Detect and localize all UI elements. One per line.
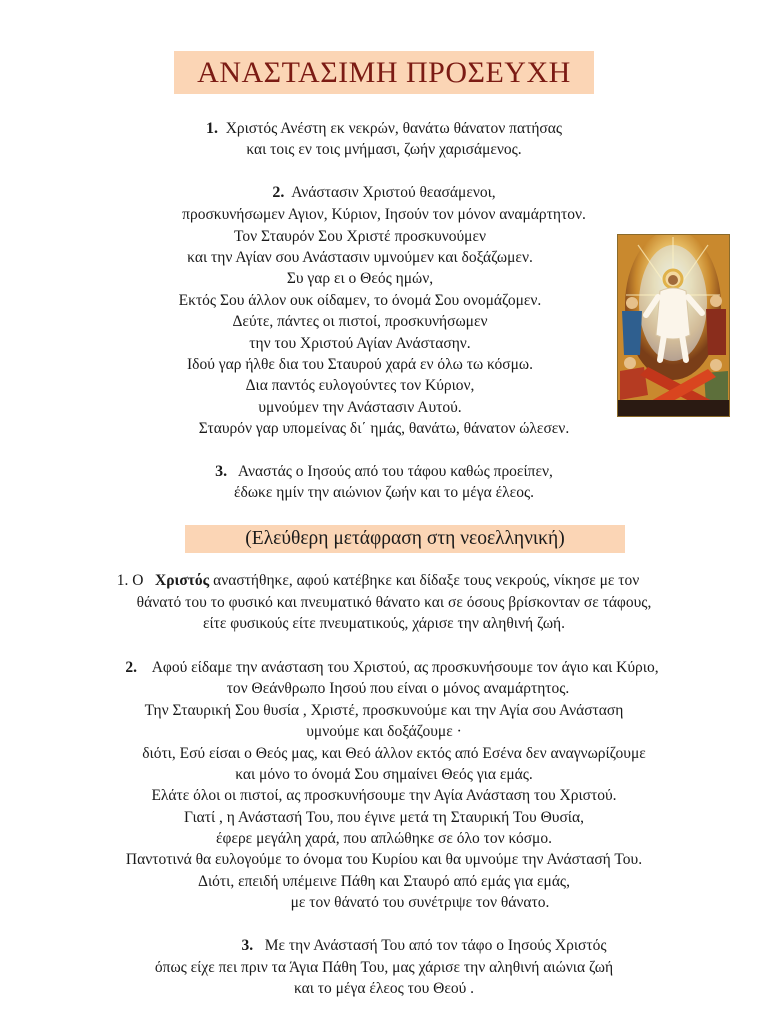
prayer-p2-line-11: υμνούμεν την Ανάστασιν Αυτού. [258, 399, 462, 416]
prayer-p3-line-1 [0, 461, 768, 482]
translation-p2-line-2: τον Θεάνθρωπο Ιησού που είναι ο μόνος αναμάρτητος. [226, 680, 570, 697]
prayer-p3-line-2: έδωκε ημίν την αιώνιον ζωήν και το μέγα έλεος. [234, 484, 534, 501]
prayer-p2-line-2: προσκυνήσωμεν Αγιον, Κύριον, Ιησούν τον μόνον αναμάρτητον. [182, 206, 586, 223]
resurrection-icon-image [618, 235, 729, 416]
prayer-p1-line-2: και τοις εν τοις μνήμασι, ζωήν χαρισάμενος. [246, 141, 522, 158]
translation-p2-line-8: Γιατί , η Ανάστασή Του, που έγινε μετά τη Σταυρική Του Θυσία, [184, 809, 584, 826]
prayer-p2-line-3: Τον Σταυρόν Σου Χριστέ προσκυνούμεν [234, 228, 486, 245]
translation-p1-text-1: αναστήθηκε, αφού κατέβηκε και δίδαξε τους νεκρούς, νίκησε με τον [213, 572, 640, 589]
prayer-p3-text-1: Αναστάς ο Ιησούς από του τάφου καθώς προείπεν, [237, 463, 553, 480]
translation-p2-line-4: υμνούμε και δοξάζουμε · [306, 723, 462, 740]
prayer-p1-line-1 [0, 118, 768, 139]
prayer-p3-number: 3. [215, 463, 228, 480]
page-title: ΑΝΑΣΤΑΣΙΜΗ ΠΡΟΣΕΥΧΗ [174, 51, 594, 94]
translation-p1-line-3: είτε φυσικούς είτε πνευματικούς, χάρισε την αληθινή ζωή. [202, 615, 566, 632]
translation-p1-number: 1. Ο [116, 572, 144, 589]
translation-p2-line-3: Την Σταυρική Σου θυσία , Χριστέ, προσκυνούμε και την Αγία σου Ανάσταση [144, 702, 624, 719]
prayer-p2-line-8: την του Χριστού Αγίαν Ανάστασην. [249, 335, 471, 352]
prayer-p1-text-1: Χριστός Ανέστη εκ νεκρών, θανάτω θάνατον πατήσας [225, 120, 563, 137]
translation-p2-line-11: Διότι, επειδή υπέμεινε Πάθη και Σταυρό από εμάς για εμάς, [198, 873, 570, 890]
prayer-p2-line-1 [0, 182, 768, 203]
prayer-p1-number: 1. [205, 120, 218, 137]
prayer-p2-line-10: Δια παντός ευλογούντες τον Κύριον, [245, 377, 475, 394]
resurrection-icon [617, 234, 730, 417]
prayer-p2-line-4: και την Αγίαν σου Ανάστασιν υμνούμεν και δοξάζωμεν. [187, 249, 533, 266]
translation-p1-line-2: θάνατό του το φυσικό και πνευματικό θάνατο και σε όσους βρίσκονταν σε τάφους, [136, 594, 652, 611]
prayer-p2-line-6: Εκτός Σου άλλον ουκ οίδαμεν, το όνομά Σου ονομάζομεν. [178, 292, 542, 309]
translation-p2-line-1 [8, 657, 768, 678]
translation-p2-line-9: έφερε μεγάλη χαρά, που απλώθηκε σε όλο τον κόσμο. [215, 830, 552, 847]
translation-p1-line-1 [0, 570, 762, 591]
prayer-p2-text-1: Ανάστασιν Χριστού θεασάμενοι, [291, 184, 496, 201]
translation-p2-line-7: Ελάτε όλοι οι πιστοί, ας προσκυνήσουμε την Αγία Ανάσταση του Χριστού. [151, 787, 617, 804]
prayer-p2-line-5: Συ γαρ ει ο Θεός ημών, [286, 270, 434, 287]
translation-p3-line-3: και το μέγα έλεος του Θεού . [293, 980, 475, 997]
translation-p2-line-5: διότι, Εσύ είσαι ο Θεός μας, και Θεό άλλον εκτός από Εσένα δεν αναγνωρίζουμε [142, 745, 646, 762]
translation-p3-text-1: Με την Ανάστασή Του από τον τάφο ο Ιησούς Χριστός [264, 937, 607, 954]
translation-p2-line-6: και μόνο το όνομά Σου σημαίνει Θεός για εμάς. [235, 766, 533, 783]
translation-p3-line-1 [40, 935, 768, 956]
translation-p2-line-10: Παντοτινά θα ευλογούμε το όνομα του Κυρίου και θα υμνούμε την Ανάστασή Του. [125, 851, 643, 868]
prayer-p2-line-7: Δεύτε, πάντες οι πιστοί, προσκυνήσωμεν [232, 313, 488, 330]
prayer-p2-line-9: Ιδού γαρ ήλθε δια του Σταυρού χαρά εν όλω τω κόσμω. [187, 356, 533, 373]
prayer-p2-number: 2. [272, 184, 285, 201]
translation-p2-number: 2. [125, 659, 138, 676]
translation-p3-number: 3. [241, 937, 254, 954]
translation-subtitle: (Ελεύθερη μετάφραση στη νεοελληνική) [185, 525, 625, 553]
prayer-p2-line-12: Σταυρόν γαρ υπομείνας δι΄ ημάς, θανάτω, θάνατον ώλεσεν. [198, 420, 570, 437]
translation-p2-text-1: Αφού είδαμε την ανάσταση του Χριστού, ας προσκυνήσουμε τον άγιο και Κύριο, [151, 659, 659, 676]
translation-p3-line-2: όπως είχε πει πριν τα Άγια Πάθη Του, μας χάρισε την αληθινή αιώνια ζωή [154, 959, 614, 976]
translation-p2-line-12: με τον θάνατό του συνέτριψε τον θάνατο. [290, 894, 550, 911]
translation-p1-bold-word: Χριστός [155, 572, 210, 589]
